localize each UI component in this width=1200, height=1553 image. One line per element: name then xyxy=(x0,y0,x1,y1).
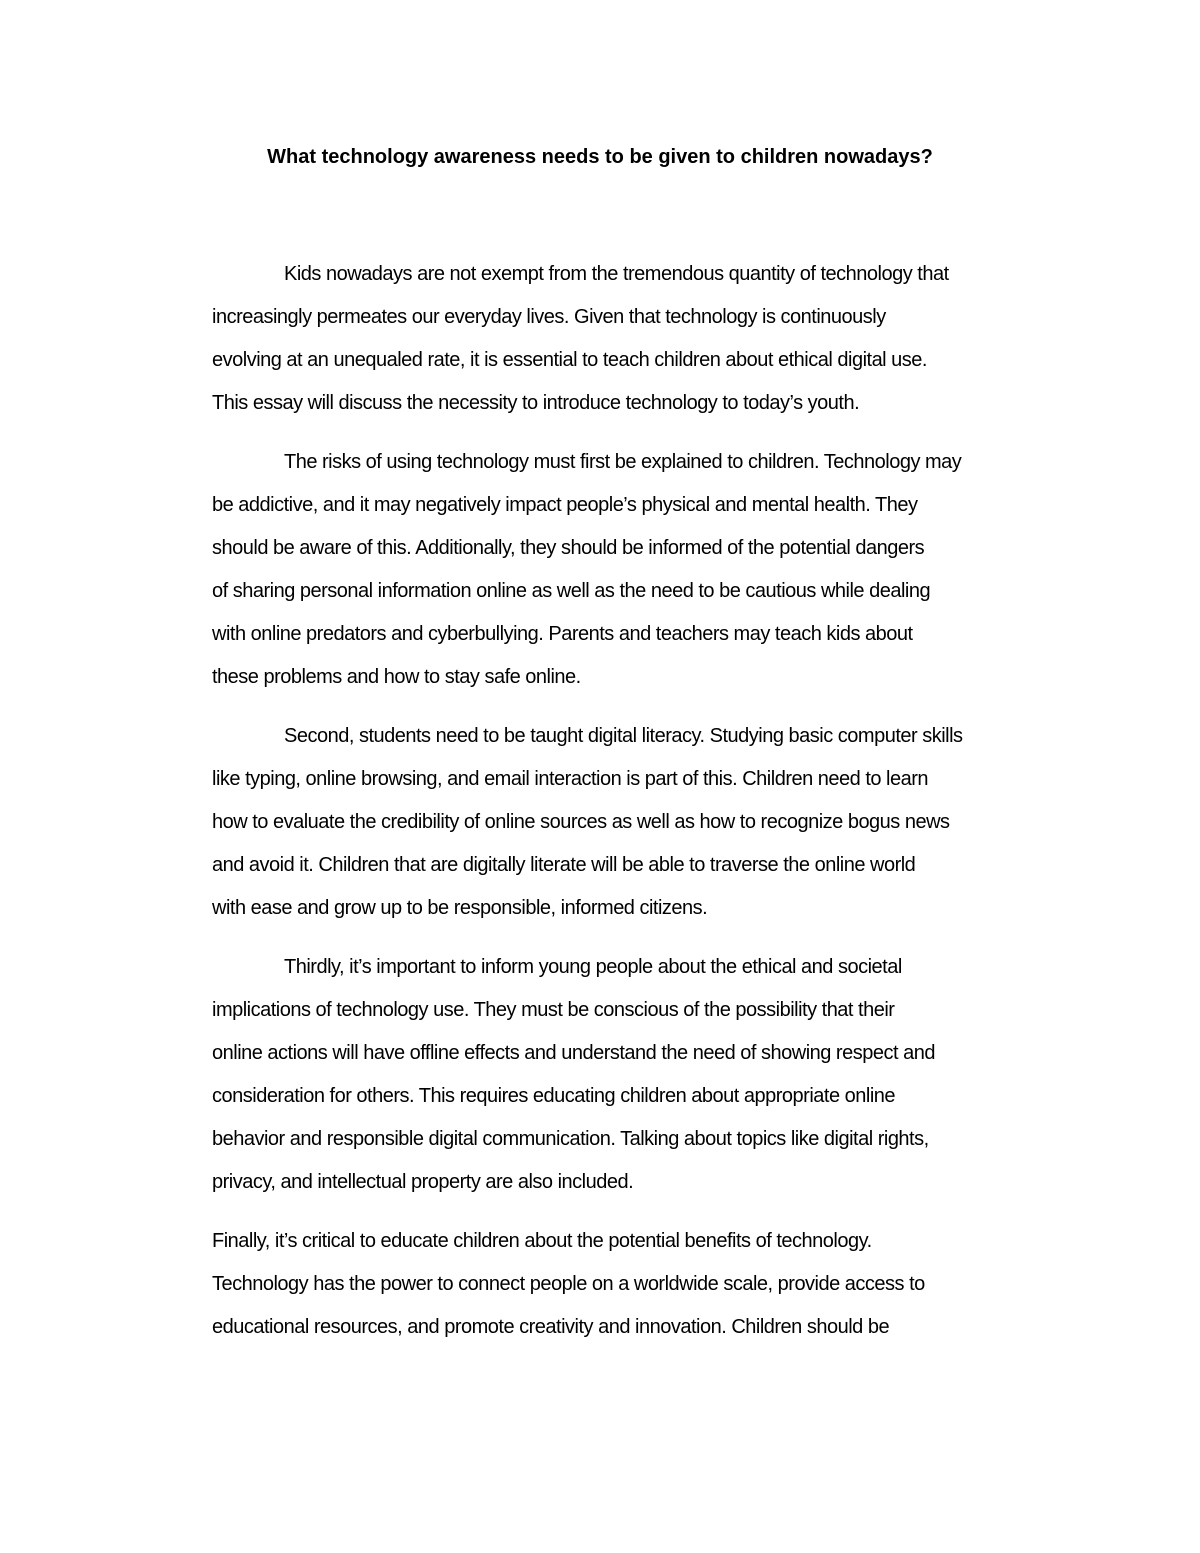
text-line: Finally, it’s critical to educate children about the potential benefits of technology. xyxy=(212,1230,872,1252)
text-line: evolving at an unequaled rate, it is essential to teach children about ethical digital use. xyxy=(212,349,927,371)
text-line: educational resources, and promote creativity and innovation. Children should be xyxy=(212,1316,890,1338)
text-line: privacy, and intellectual property are also included. xyxy=(212,1171,634,1193)
document-body xyxy=(212,257,1072,1369)
text-line: with ease and grow up to be responsible, informed citizens. xyxy=(212,897,708,919)
paragraph xyxy=(212,719,1072,934)
text-line: of sharing personal information online as well as the need to be cautious while dealing xyxy=(212,580,931,602)
paragraph xyxy=(212,257,1072,429)
text-line: implications of technology use. They must be conscious of the possibility that their xyxy=(212,999,895,1021)
text-line: online actions will have offline effects and understand the need of showing respect and xyxy=(212,1042,935,1064)
text-line: be addictive, and it may negatively impact people’s physical and mental health. They xyxy=(212,494,918,516)
text-line: The risks of using technology must first be explained to children. Technology may xyxy=(284,451,962,473)
text-line: how to evaluate the credibility of online sources as well as how to recognize bogus news xyxy=(212,811,950,833)
text-line: and avoid it. Children that are digitally literate will be able to traverse the online world xyxy=(212,854,916,876)
text-line: Thirdly, it’s important to inform young people about the ethical and societal xyxy=(284,956,902,978)
text-line: increasingly permeates our everyday lives. Given that technology is continuously xyxy=(212,306,886,328)
text-line: like typing, online browsing, and email interaction is part of this. Children need to learn xyxy=(212,768,929,790)
paragraph xyxy=(212,445,1072,703)
paragraph xyxy=(212,1224,1072,1353)
text-line: should be aware of this. Additionally, they should be informed of the potential dangers xyxy=(212,537,925,559)
text-line: This essay will discuss the necessity to introduce technology to today’s youth. xyxy=(212,392,860,414)
text-line: Second, students need to be taught digital literacy. Studying basic computer skills xyxy=(284,725,963,747)
text-line: Kids nowadays are not exempt from the tremendous quantity of technology that xyxy=(284,263,949,285)
document-title: What technology awareness needs to be given to children nowadays? xyxy=(267,146,933,168)
text-line: these problems and how to stay safe online. xyxy=(212,666,581,688)
paragraph xyxy=(212,950,1072,1208)
text-line: Technology has the power to connect people on a worldwide scale, provide access to xyxy=(212,1273,925,1295)
text-line: consideration for others. This requires educating children about appropriate online xyxy=(212,1085,896,1107)
text-line: behavior and responsible digital communication. Talking about topics like digital rights, xyxy=(212,1128,929,1150)
text-line: with online predators and cyberbullying. Parents and teachers may teach kids about xyxy=(212,623,913,645)
